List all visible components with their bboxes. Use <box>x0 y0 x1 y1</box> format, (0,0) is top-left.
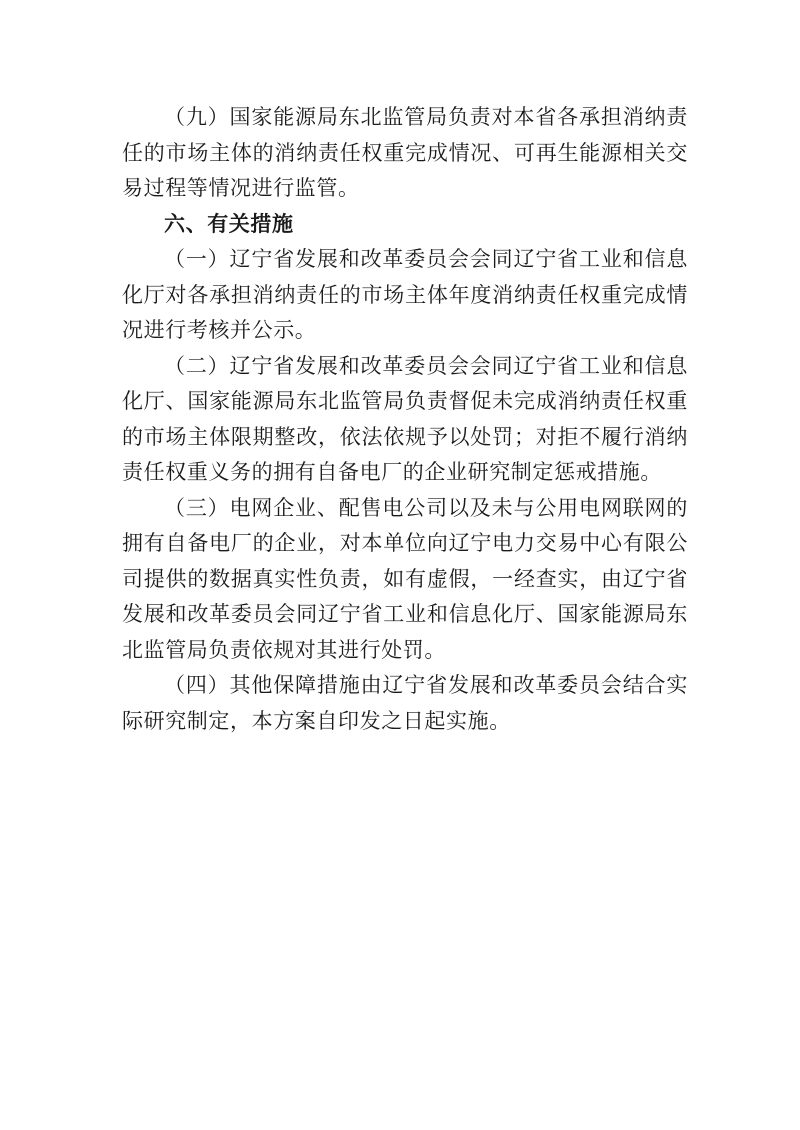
paragraph-nine: （九）国家能源局东北监管局负责对本省各承担消纳责任的市场主体的消纳责任权重完成情况、可再生能源相关交易过程等情况进行监管。 <box>122 105 688 200</box>
paragraph-one: （一）辽宁省发展和改革委员会会同辽宁省工业和信息化厅对各承担消纳责任的市场主体年度消纳责任权重完成情况进行考核并公示。 <box>122 247 688 342</box>
section-heading-measures: 六、有关措施 <box>164 211 294 236</box>
paragraph-four: （四）其他保障措施由辽宁省发展和改革委员会结合实际研究制定，本方案自印发之日起实施。 <box>122 673 688 733</box>
paragraph-three: （三）电网企业、配售电公司以及未与公用电网联网的拥有自备电厂的企业，对本单位向辽宁电力交易中心有限公司提供的数据真实性负责，如有虚假，一经查实，由辽宁省发展和改革委员会同辽宁省工业和信息化厅、国家能源局东北监管局负责依规对其进行处罚。 <box>122 495 688 662</box>
paragraph-two: （二）辽宁省发展和改革委员会会同辽宁省工业和信息化厅、国家能源局东北监管局负责督促未完成消纳责任权重的市场主体限期整改，依法依规予以处罚；对拒不履行消纳责任权重义务的拥有自备电厂的企业研究制定惩戒措施。 <box>122 353 688 484</box>
document-body <box>122 100 688 739</box>
